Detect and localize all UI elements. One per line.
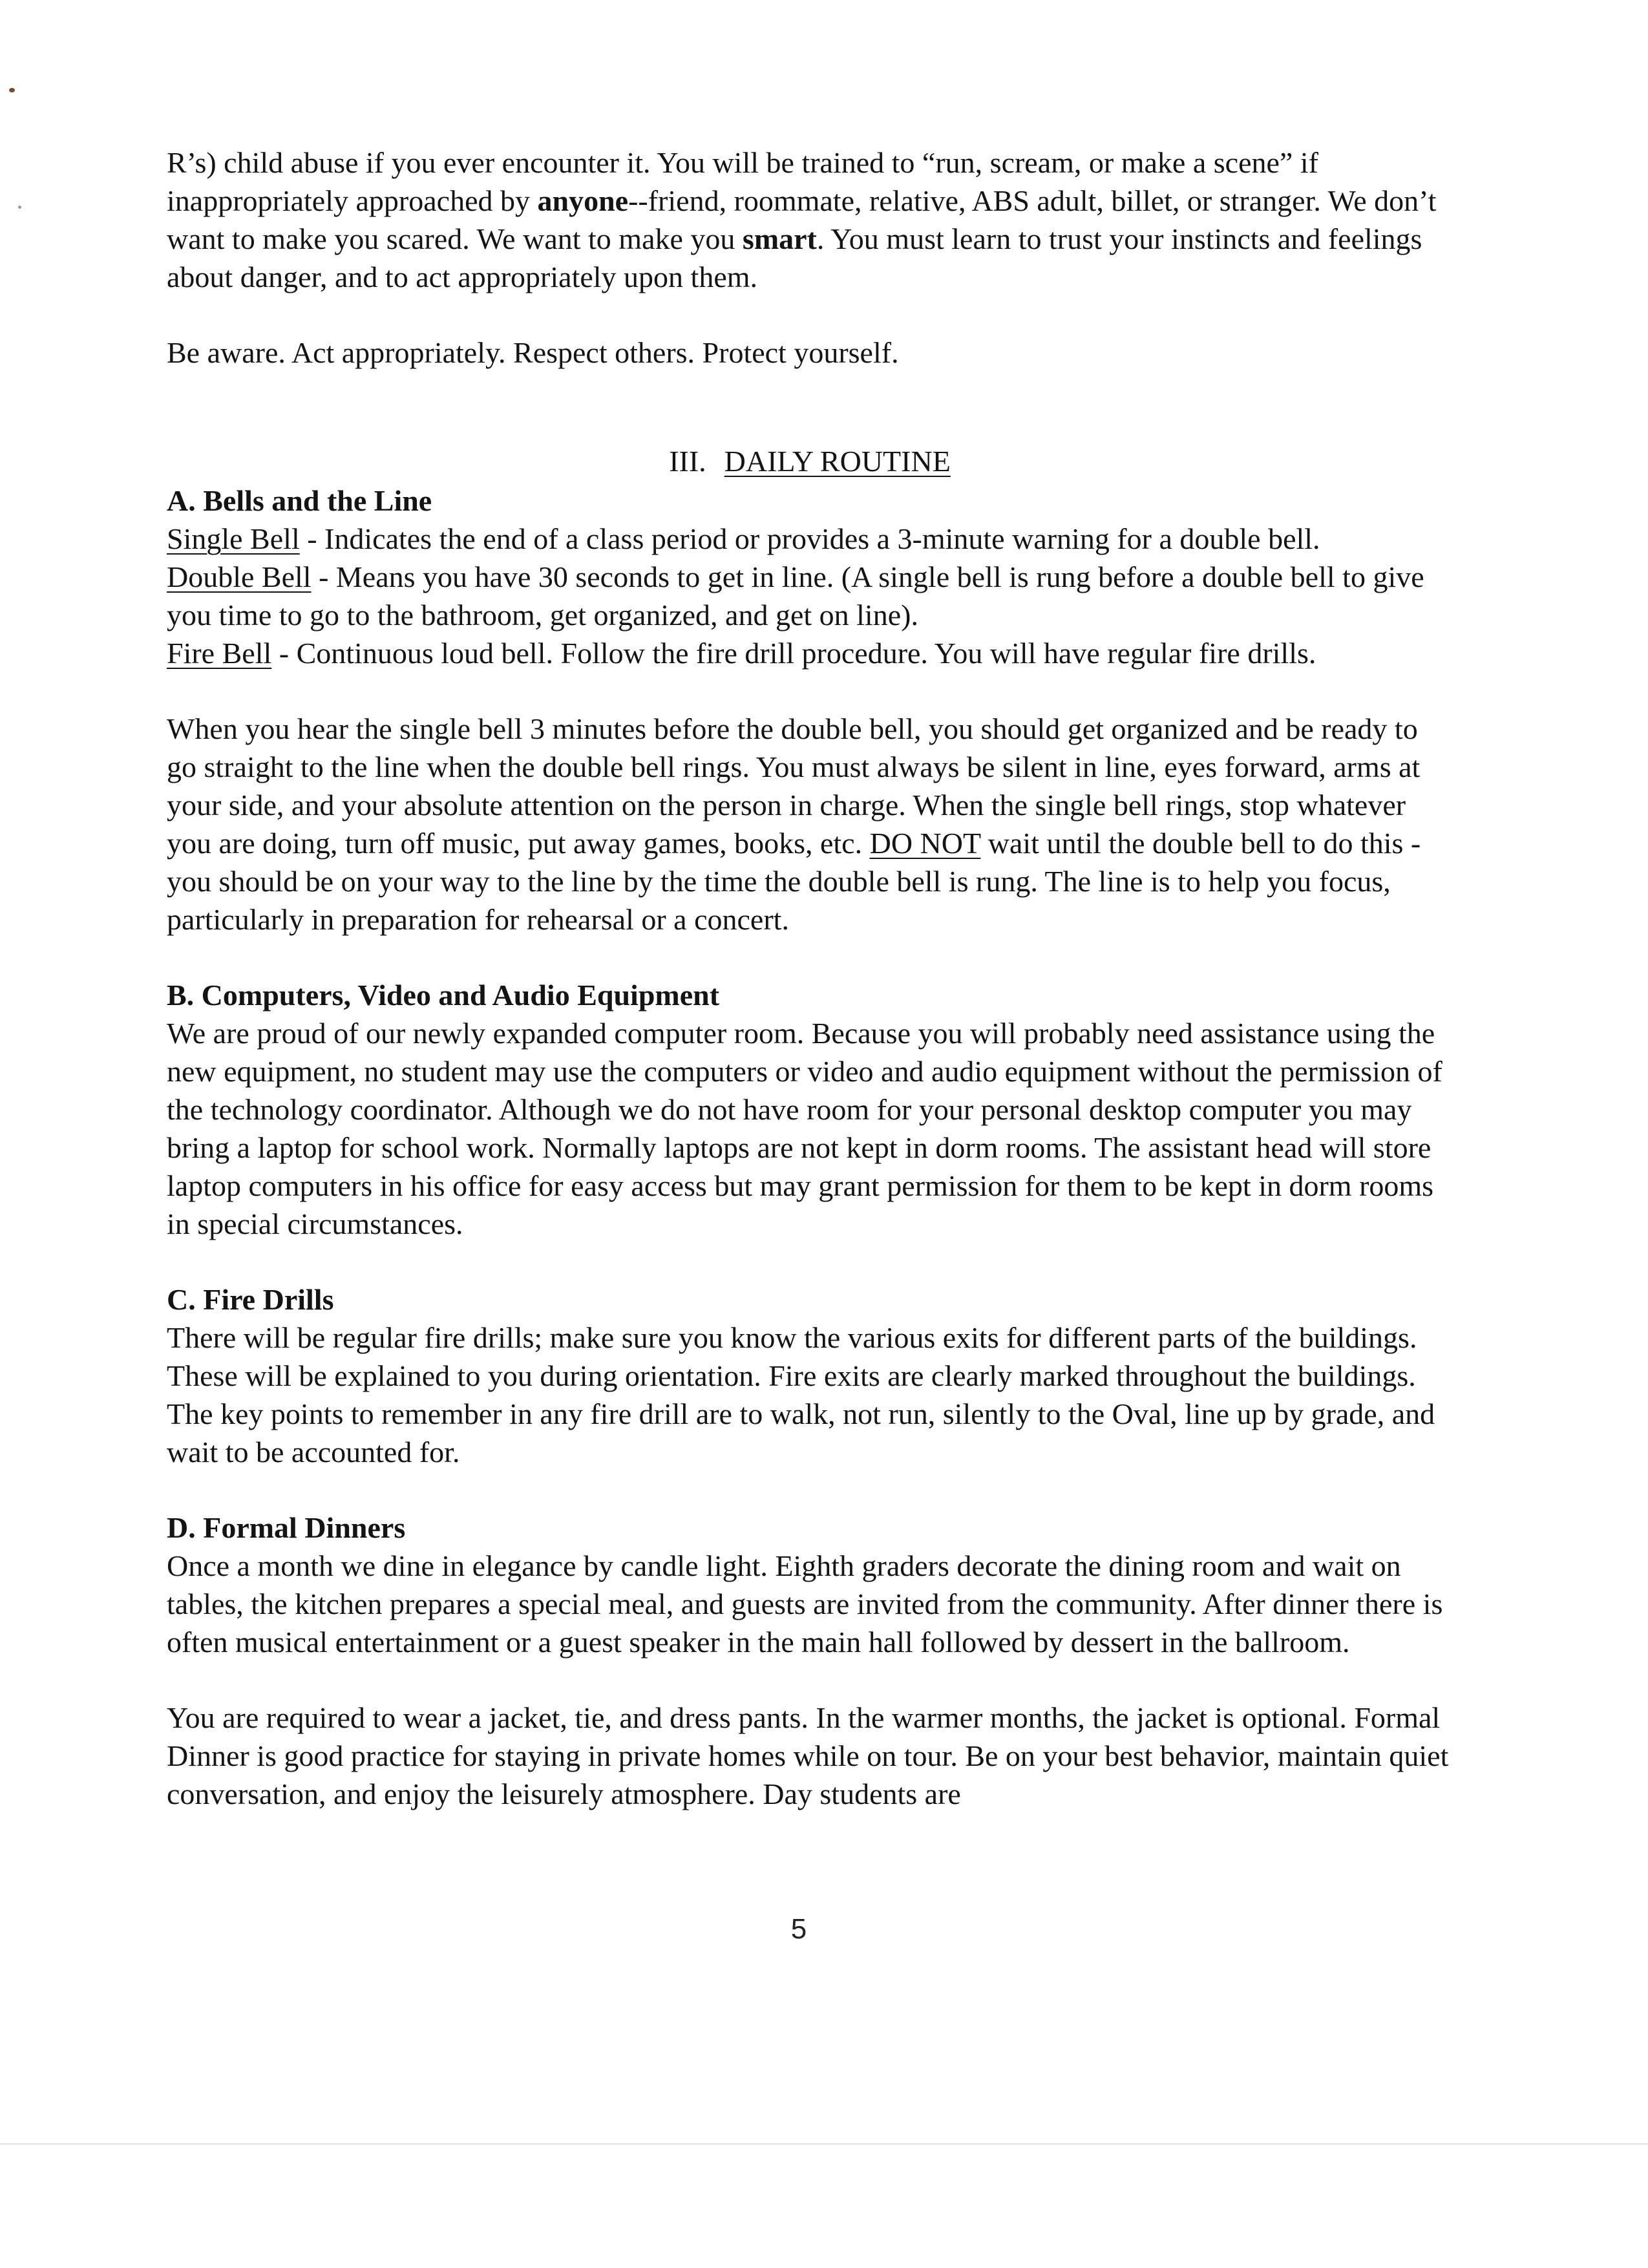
heading-bells: A. Bells and the Line xyxy=(167,484,432,517)
section-title-text: DAILY ROUTINE xyxy=(724,445,951,478)
single-bell-label: Single Bell xyxy=(167,522,300,555)
scan-speck xyxy=(9,88,15,92)
scan-speck xyxy=(18,206,21,209)
section-title xyxy=(167,441,1453,482)
page-number: 5 xyxy=(790,1913,807,1945)
intro-text: --friend, roommate, relative, ABS adult, billet, or stranger. We don’t want to make you scared. We want to make you xyxy=(167,184,1437,255)
formal-dinners-paragraph: Once a month we dine in elegance by candle light. Eighth graders decorate the dining room and wait on tables, the kitchen prepares a special meal, and guests are invited from the community. After dinner there is often musical entertainment or a guest speaker in the main hall followed by dessert in the ballroom. xyxy=(167,1549,1443,1659)
do-not-emphasis: DO NOT xyxy=(869,827,981,860)
double-bell-line xyxy=(167,558,1453,634)
double-bell-text: - Means you have 30 seconds to get in line. (A single bell is rung before a double bell to give you time to go to the bathroom, get organized, and get on line). xyxy=(167,560,1424,631)
document-page xyxy=(167,143,1453,1813)
single-bell-line xyxy=(167,520,1453,558)
double-bell-label: Double Bell xyxy=(167,560,312,593)
intro-text: R’s) child abuse if you ever encounter it. You will be trained to “run, scream, or make a scene” if inappropriately approached by xyxy=(167,146,1318,217)
heading-formal-dinners: D. Formal Dinners xyxy=(167,1511,406,1544)
bells-text: When you hear the single bell 3 minutes before the double bell, you should get organized and be ready to go straight to the line when the double bell rings. You must always be silent in line, eyes forward, arms at your side, and your absolute attention on the person in charge. When the single bell rings, stop whatever you are doing, turn off music, put away games, books, etc. xyxy=(167,712,1421,860)
emphasis-smart: smart xyxy=(742,222,817,255)
scan-edge-line xyxy=(0,2143,1648,2145)
intro-text: . You must learn to trust your instincts and feelings about danger, and to act appropriately upon them. xyxy=(167,222,1422,293)
emphasis-anyone: anyone xyxy=(537,184,629,217)
fire-bell-label: Fire Bell xyxy=(167,637,272,670)
dress-code-paragraph: You are required to wear a jacket, tie, and dress pants. In the warmer months, the jacket is optional. Formal Dinner is good practice for staying in private homes while on tour. Be on your best behavior, maintain quiet conversation, and enjoy the leisurely atmosphere. Day students are xyxy=(167,1701,1449,1810)
single-bell-text: - Indicates the end of a class period or provides a 3-minute warning for a double bell. xyxy=(299,522,1320,555)
fire-bell-text: - Continuous loud bell. Follow the fire drill procedure. You will have regular fire drills. xyxy=(271,637,1316,670)
section-number: III. xyxy=(669,445,706,478)
bells-paragraph xyxy=(167,710,1453,938)
fire-drills-paragraph: There will be regular fire drills; make sure you know the various exits for different parts of the buildings. These will be explained to you during orientation. Fire exits are clearly marked throughout the buildings. The key points to remember in any fire drill are to walk, not run, silently to the Oval, line up by grade, and wait to be accounted for. xyxy=(167,1321,1435,1468)
heading-computers: B. Computers, Video and Audio Equipment xyxy=(167,979,720,1012)
fire-bell-line xyxy=(167,634,1453,672)
intro-paragraph xyxy=(167,143,1453,296)
motto-paragraph: Be aware. Act appropriately. Respect others. Protect yourself. xyxy=(167,336,899,369)
heading-fire-drills: C. Fire Drills xyxy=(167,1283,334,1316)
computers-paragraph: We are proud of our newly expanded computer room. Because you will probably need assistance using the new equipment, no student may use the computers or video and audio equipment without the permission of the technology coordinator. Although we do not have room for your personal desktop computer you may bring a laptop for school work. Normally laptops are not kept in dorm rooms. The assistant head will store laptop computers in his office for easy access but may grant permission for them to be kept in dorm rooms in special circumstances. xyxy=(167,1017,1442,1240)
bells-text: wait until the double bell to do this - you should be on your way to the line by the time the double bell is rung. The line is to help you focus, particularly in preparation for rehearsal or a concert. xyxy=(167,827,1421,936)
